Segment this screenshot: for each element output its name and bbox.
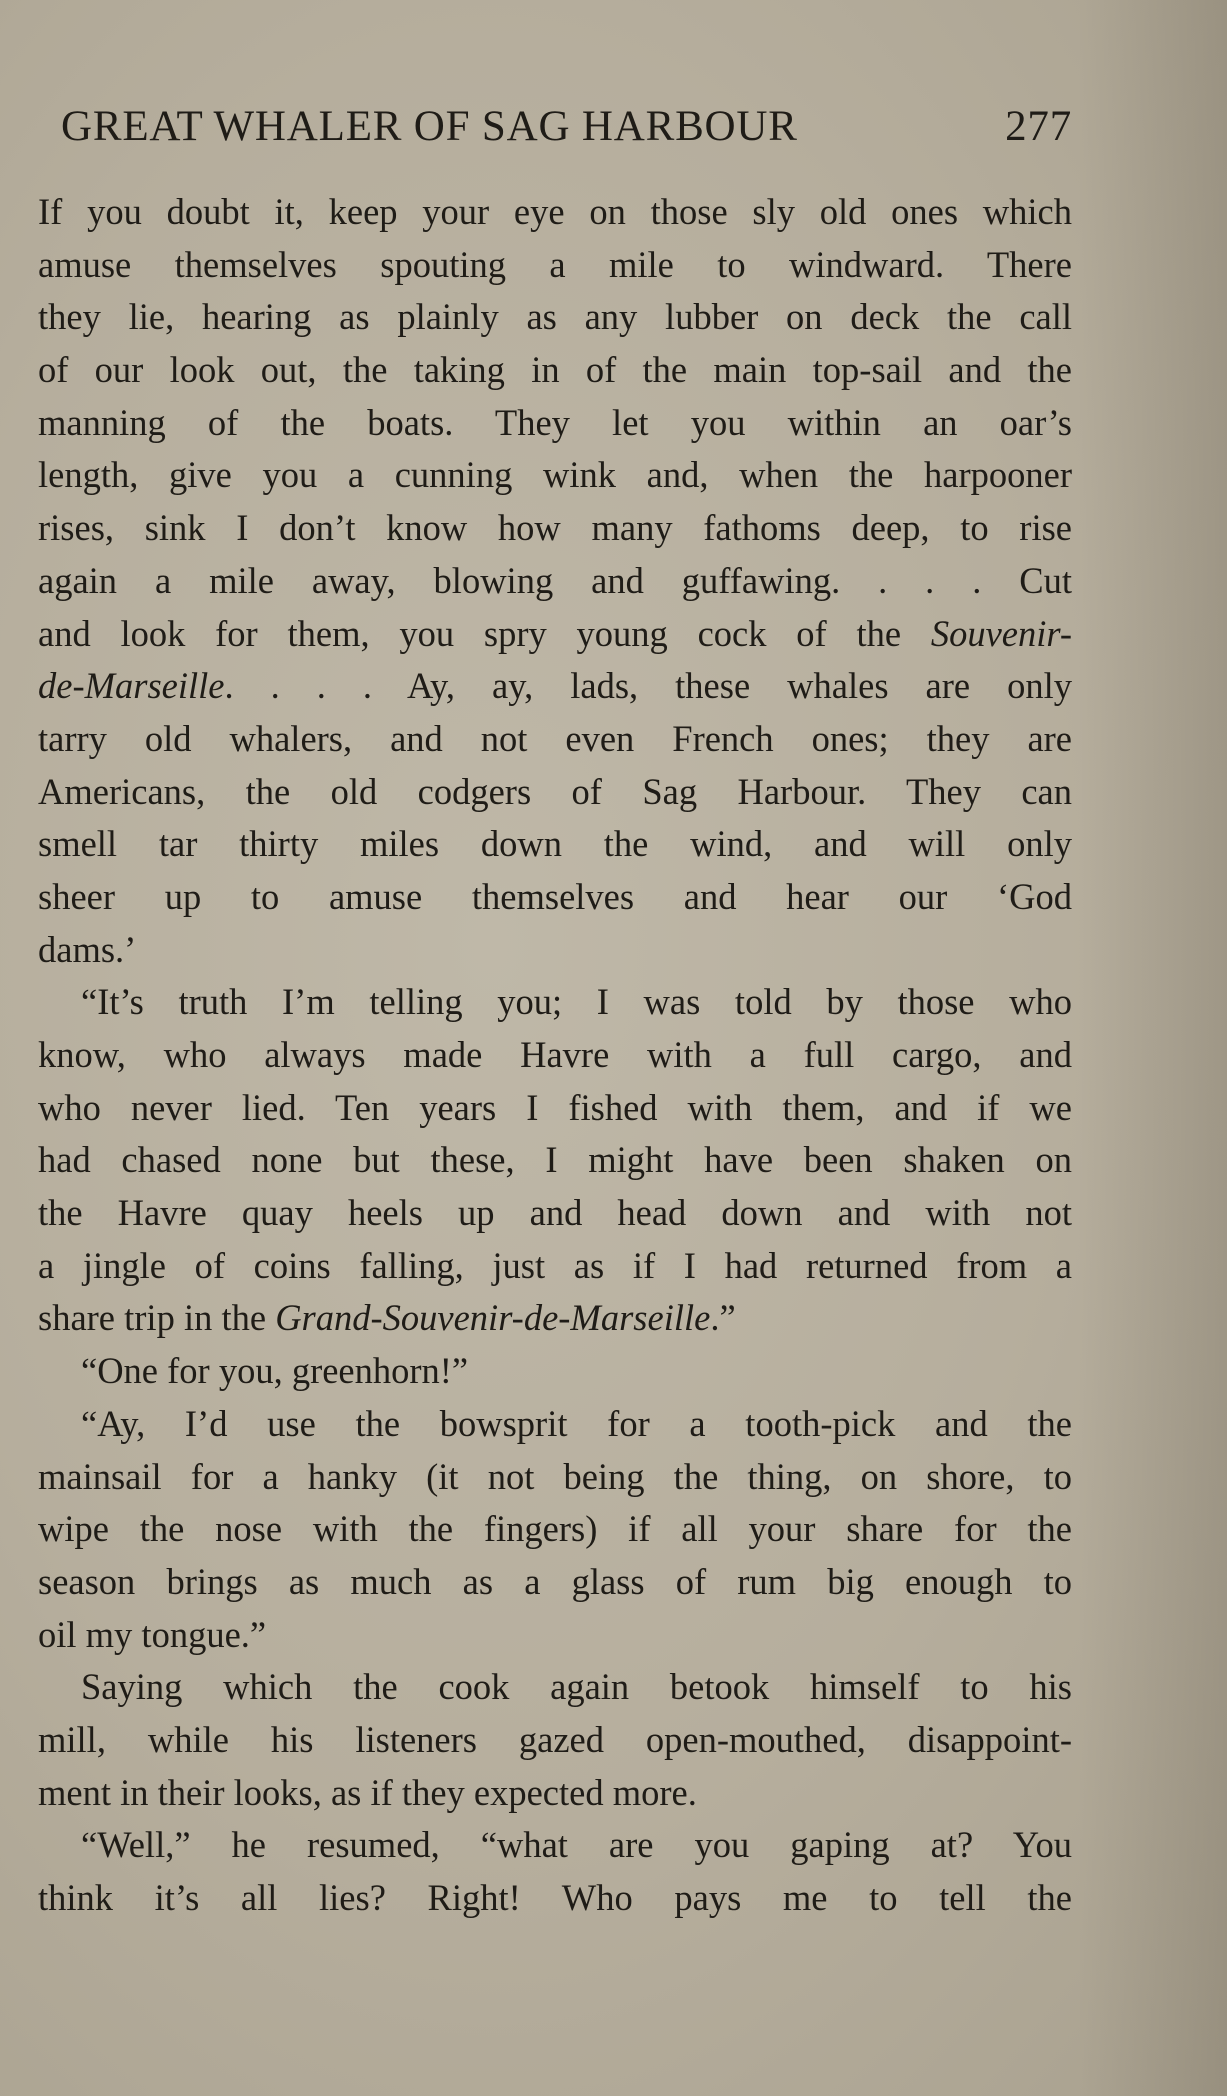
text-line: share trip in the Grand-Souvenir-de-Marseille.”: [38, 1297, 736, 1339]
page-number: 277: [1005, 103, 1072, 150]
text-line: had chased none but these, I might have been shaken on: [38, 1139, 1072, 1181]
running-title: GREAT WHALER OF SAG HARBOUR: [61, 103, 798, 150]
text-line: “Well,” he resumed, “what are you gaping at? You: [81, 1824, 1072, 1866]
text-line: smell tar thirty miles down the wind, and will only: [38, 823, 1072, 865]
text-line: again a mile away, blowing and guffawing. . . . Cut: [38, 559, 1072, 601]
text-line: of our look out, the taking in of the main top-sail and the: [38, 349, 1072, 391]
text-line: wipe the nose with the fingers) if all your share for the: [38, 1508, 1072, 1550]
text-line: dams.’: [38, 928, 137, 970]
text-line: a jingle of coins falling, just as if I had returned from a: [38, 1244, 1072, 1286]
text-line: ment in their looks, as if they expected more.: [38, 1771, 697, 1813]
text-line: think it’s all lies? Right! Who pays me to tell the: [38, 1877, 1072, 1918]
italic-ship-name: Souvenir-: [930, 612, 1072, 654]
text-line: tarry old whalers, and not even French ones; they are: [38, 717, 1072, 759]
text-line: “One for you, greenhorn!”: [81, 1350, 469, 1392]
running-head: [61, 100, 1072, 154]
italic-ship-name: Grand-Souvenir-de-Marseille: [275, 1297, 711, 1339]
text-line: know, who always made Havre with a full cargo, and: [38, 1034, 1072, 1075]
text-line: mill, while his listeners gazed open-mouthed, disappoint-: [38, 1718, 1072, 1760]
text-line: they lie, hearing as plainly as any lubber on deck the call: [38, 296, 1072, 338]
text-line: mainsail for a hanky (it not being the thing, on shore, to: [38, 1455, 1072, 1497]
italic-ship-name: de-Marseille: [38, 665, 225, 707]
text-line: and look for them, you spry young cock of the Souvenir-: [38, 612, 1072, 654]
text-line: If you doubt it, keep your eye on those sly old ones which: [38, 191, 1072, 232]
text-line: sheer up to amuse themselves and hear our ‘God: [38, 875, 1072, 917]
text-line: rises, sink I don’t know how many fathoms deep, to rise: [38, 507, 1072, 549]
text-line: Saying which the cook again betook himself to his: [81, 1666, 1072, 1708]
body-text: [38, 186, 1072, 1925]
text-line: de-Marseille. . . . Ay, ay, lads, these whales are only: [38, 665, 1072, 707]
text-line: oil my tongue.”: [38, 1613, 267, 1655]
text-line: amuse themselves spouting a mile to windward. There: [38, 243, 1072, 285]
text-line: season brings as much as a glass of rum big enough to: [38, 1560, 1072, 1602]
text-line: “Ay, I’d use the bowsprit for a tooth-pick and the: [81, 1402, 1072, 1444]
text-line: Americans, the old codgers of Sag Harbour. They can: [38, 770, 1072, 812]
text-line: “It’s truth I’m telling you; I was told by those who: [81, 981, 1072, 1023]
text-line: length, give you a cunning wink and, when the harpooner: [38, 454, 1072, 496]
text-line: manning of the boats. They let you within an oar’s: [38, 401, 1072, 443]
text-line: the Havre quay heels up and head down and with not: [38, 1192, 1072, 1234]
text-line: who never lied. Ten years I fished with them, and if we: [38, 1086, 1072, 1128]
